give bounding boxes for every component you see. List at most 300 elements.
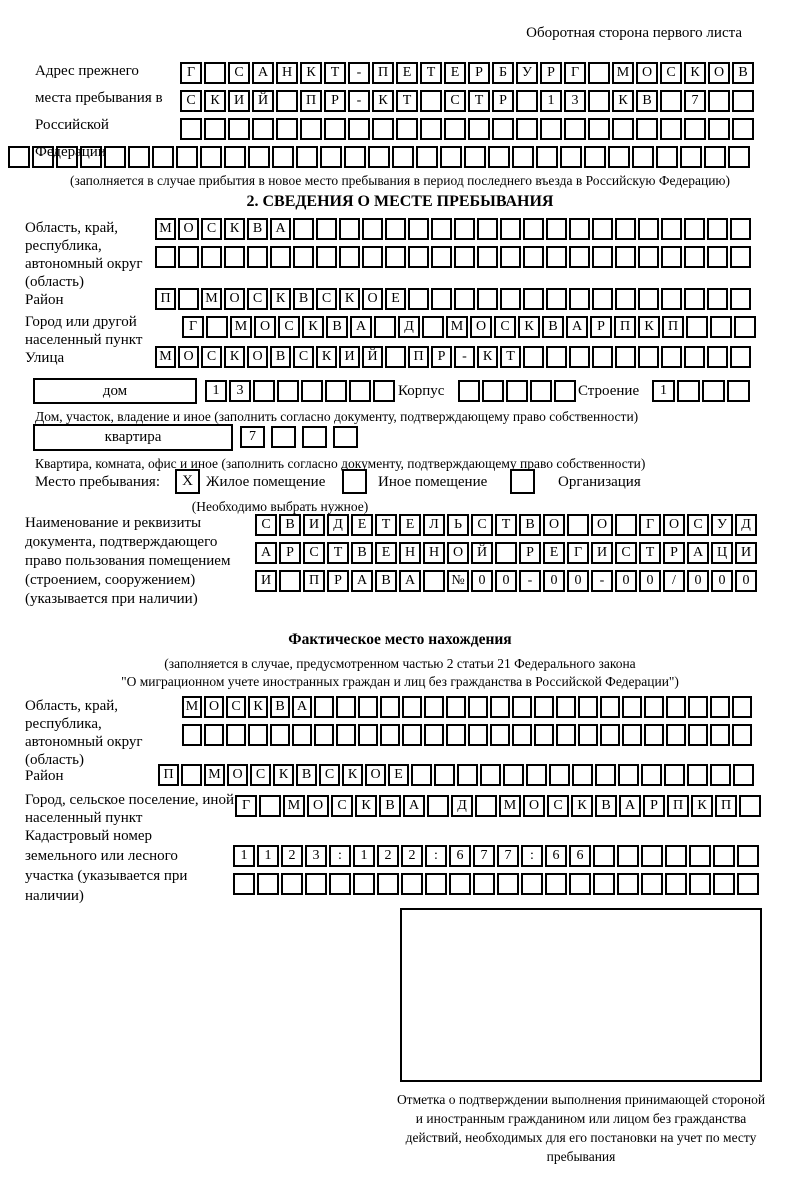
char-box [440, 146, 462, 168]
char-box [475, 795, 497, 817]
char-box [680, 146, 702, 168]
char-box [316, 246, 337, 268]
char-box: В [379, 795, 401, 817]
char-box [233, 873, 255, 895]
char-box: 1 [540, 90, 562, 112]
char-box [737, 873, 759, 895]
char-box [152, 146, 174, 168]
char-box [526, 764, 547, 786]
char-box [423, 570, 445, 592]
char-box [730, 218, 751, 240]
char-box [155, 246, 176, 268]
prev-address-row-2 [180, 90, 754, 112]
char-box: О [227, 764, 248, 786]
char-box: - [348, 62, 370, 84]
char-box: С [331, 795, 353, 817]
char-box: Р [492, 90, 514, 112]
char-box: У [711, 514, 733, 536]
char-box: Т [639, 542, 661, 564]
prev-address-row-3 [180, 118, 754, 140]
char-box [684, 246, 705, 268]
char-box [449, 873, 471, 895]
char-box [707, 346, 728, 368]
prev-address-row-1 [180, 62, 754, 84]
char-box [592, 288, 613, 310]
char-box [733, 764, 754, 786]
char-box [545, 873, 567, 895]
char-box [248, 724, 268, 746]
char-box: М [499, 795, 521, 817]
char-box [710, 764, 731, 786]
char-box [530, 380, 552, 402]
char-box [689, 845, 711, 867]
char-box [684, 346, 705, 368]
document-row-3 [255, 570, 757, 592]
char-box [490, 696, 510, 718]
char-box [554, 380, 576, 402]
char-box [615, 288, 636, 310]
char-box [661, 218, 682, 240]
char-box: В [326, 316, 348, 338]
char-box: А [350, 316, 372, 338]
char-box [408, 288, 429, 310]
char-box [259, 795, 281, 817]
char-box [615, 246, 636, 268]
char-box: П [715, 795, 737, 817]
char-box: К [518, 316, 540, 338]
char-box: Д [398, 316, 420, 338]
char-box: В [351, 542, 373, 564]
char-box [686, 316, 708, 338]
char-box [569, 346, 590, 368]
char-box: С [247, 288, 268, 310]
char-box [638, 218, 659, 240]
char-box: Р [663, 542, 685, 564]
document-row-1 [255, 514, 757, 536]
char-box [500, 246, 521, 268]
char-box [422, 316, 444, 338]
char-box [638, 246, 659, 268]
char-box [593, 873, 615, 895]
char-box: В [636, 90, 658, 112]
char-box [556, 724, 576, 746]
char-box [702, 380, 725, 402]
char-box: 0 [639, 570, 661, 592]
char-box [512, 724, 532, 746]
char-box [661, 288, 682, 310]
char-box [739, 795, 761, 817]
char-box [431, 246, 452, 268]
char-box: Д [451, 795, 473, 817]
char-box [618, 764, 639, 786]
stroenie-label: Строение [578, 383, 640, 399]
char-box [688, 724, 708, 746]
char-box: О [362, 288, 383, 310]
char-box [666, 696, 686, 718]
char-box [339, 218, 360, 240]
char-box [206, 316, 228, 338]
region-row-1 [155, 218, 751, 240]
char-box: В [279, 514, 301, 536]
district-label: Район [25, 292, 64, 308]
char-box [656, 146, 678, 168]
apartment-number-row [240, 426, 358, 448]
char-box: К [372, 90, 394, 112]
char-box: А [566, 316, 588, 338]
section2-title: 2. СВЕДЕНИЯ О МЕСТЕ ПРЕБЫВАНИЯ [246, 193, 554, 210]
char-box [564, 118, 586, 140]
char-box: Т [468, 90, 490, 112]
char-box [336, 696, 356, 718]
char-box [665, 845, 687, 867]
char-box [420, 90, 442, 112]
char-box: / [663, 570, 685, 592]
char-box [578, 696, 598, 718]
char-box: : [521, 845, 543, 867]
char-box [344, 146, 366, 168]
char-box [446, 724, 466, 746]
char-box: С [444, 90, 466, 112]
char-box [661, 246, 682, 268]
char-box [296, 146, 318, 168]
actual-city-row [235, 795, 761, 817]
char-box: Т [327, 542, 349, 564]
char-box [617, 873, 639, 895]
char-box: П [614, 316, 636, 338]
char-box [638, 346, 659, 368]
char-box [224, 146, 246, 168]
char-box [588, 118, 610, 140]
char-box [339, 246, 360, 268]
char-box [660, 118, 682, 140]
char-box: И [735, 542, 757, 564]
char-box: О [178, 218, 199, 240]
char-box [600, 724, 620, 746]
actual-region-row-1 [182, 696, 752, 718]
char-box [684, 118, 706, 140]
char-box [569, 288, 590, 310]
char-box [402, 724, 422, 746]
char-box [276, 90, 298, 112]
char-box [636, 118, 658, 140]
char-box: Е [396, 62, 418, 84]
char-box: В [270, 346, 291, 368]
actual-location-title: Фактическое место нахождения [288, 631, 512, 648]
char-box [380, 724, 400, 746]
char-box [468, 118, 490, 140]
cadastral-label: Кадастровый номер земельного или лесного участка (указывается при наличии) [25, 828, 188, 904]
char-box [362, 218, 383, 240]
stay-option-other-checkbox [342, 469, 367, 494]
char-box: 7 [497, 845, 519, 867]
char-box: О [636, 62, 658, 84]
char-box: С [293, 346, 314, 368]
char-box [644, 724, 664, 746]
char-box: Т [500, 346, 521, 368]
char-box: С [278, 316, 300, 338]
stay-option-other-label: Иное помещение [378, 474, 488, 490]
char-box: Р [519, 542, 541, 564]
char-box: Р [468, 62, 490, 84]
char-box [492, 118, 514, 140]
char-box [377, 873, 399, 895]
actual-district-row [158, 764, 754, 786]
char-box [424, 724, 444, 746]
prev-address-row-4 [8, 146, 750, 168]
char-box [710, 316, 732, 338]
char-box [457, 764, 478, 786]
char-box [373, 380, 395, 402]
char-box [408, 246, 429, 268]
char-box: Ц [711, 542, 733, 564]
char-box: К [302, 316, 324, 338]
char-box: А [255, 542, 277, 564]
char-box: 2 [377, 845, 399, 867]
char-box: П [372, 62, 394, 84]
char-box: 1 [257, 845, 279, 867]
document-label: Наименование и реквизиты документа, подтверждающего право пользования помещением (строением, сооружением) (указывается при наличии) [25, 515, 231, 607]
char-box [431, 288, 452, 310]
char-box: Е [351, 514, 373, 536]
char-box: М [155, 346, 176, 368]
char-box: Й [252, 90, 274, 112]
char-box [592, 218, 613, 240]
char-box: - [348, 90, 370, 112]
char-box [253, 380, 275, 402]
char-box: О [178, 346, 199, 368]
char-box [730, 346, 751, 368]
char-box [632, 146, 654, 168]
char-box [567, 514, 589, 536]
char-box [353, 873, 375, 895]
char-box [224, 246, 245, 268]
char-box: К [204, 90, 226, 112]
char-box [495, 542, 517, 564]
korpus-label: Корпус [398, 383, 445, 399]
char-box [385, 246, 406, 268]
char-box: К [224, 346, 245, 368]
apartment-caption: Квартира, комната, офис и иное (заполнить согласно документу, подтверждающему право собственности) [35, 456, 646, 471]
char-box [572, 764, 593, 786]
char-box [473, 873, 495, 895]
stay-option-residential-label: Жилое помещение [206, 474, 326, 490]
char-box: М [230, 316, 252, 338]
char-box [593, 845, 615, 867]
char-box: Е [543, 542, 565, 564]
char-box [546, 218, 567, 240]
char-box [638, 288, 659, 310]
char-box: 1 [353, 845, 375, 867]
char-box: Б [492, 62, 514, 84]
char-box: Й [362, 346, 383, 368]
char-box [664, 764, 685, 786]
char-box [615, 514, 637, 536]
stroenie-row [652, 380, 750, 402]
char-box [180, 118, 202, 140]
region-label: Область, край, республика, автономный округ (область) [25, 220, 143, 290]
char-box [480, 764, 501, 786]
char-box: И [255, 570, 277, 592]
char-box [546, 288, 567, 310]
char-box [549, 764, 570, 786]
char-box [454, 218, 475, 240]
document-row-2 [255, 542, 757, 564]
korpus-row [458, 380, 576, 402]
stamp-area [400, 908, 762, 1082]
char-box [488, 146, 510, 168]
char-box: Д [735, 514, 757, 536]
char-box: А [687, 542, 709, 564]
char-box: В [296, 764, 317, 786]
char-box: О [447, 542, 469, 564]
char-box: 0 [711, 570, 733, 592]
char-box [707, 246, 728, 268]
char-box: О [247, 346, 268, 368]
char-box: М [155, 218, 176, 240]
char-box [477, 246, 498, 268]
char-box [385, 218, 406, 240]
char-box: 7 [240, 426, 265, 448]
char-box: С [303, 542, 325, 564]
char-box [56, 146, 78, 168]
stamp-caption: Отметка о подтверждении выполнения принимающей стороной и иностранным гражданином или лицом без гражданства действий, необходимых для его постановки на учет по месту пребывания [396, 1092, 766, 1164]
char-box: Е [399, 514, 421, 536]
char-box [615, 346, 636, 368]
cadastral-row-2 [233, 873, 759, 895]
char-box: К [339, 288, 360, 310]
char-box: А [619, 795, 641, 817]
char-box [348, 118, 370, 140]
char-box: С [547, 795, 569, 817]
char-box [271, 426, 296, 448]
char-box: А [403, 795, 425, 817]
char-box: П [662, 316, 684, 338]
char-box [468, 696, 488, 718]
char-box: Ь [447, 514, 469, 536]
char-box: П [408, 346, 429, 368]
char-box [677, 380, 700, 402]
char-box: С [255, 514, 277, 536]
char-box: Г [180, 62, 202, 84]
char-box: 7 [684, 90, 706, 112]
char-box [424, 696, 444, 718]
char-box [204, 724, 224, 746]
char-box: Й [471, 542, 493, 564]
char-box [617, 845, 639, 867]
char-box: О [543, 514, 565, 536]
char-box [302, 426, 327, 448]
char-box [349, 380, 371, 402]
char-box: О [307, 795, 329, 817]
char-box [204, 118, 226, 140]
char-box [641, 873, 663, 895]
char-box: Г [639, 514, 661, 536]
char-box: В [270, 696, 290, 718]
house-number-row [205, 380, 395, 402]
char-box [713, 873, 735, 895]
char-box [80, 146, 102, 168]
char-box: : [425, 845, 447, 867]
char-box: Т [396, 90, 418, 112]
char-box: 0 [567, 570, 589, 592]
char-box [454, 288, 475, 310]
char-box: С [687, 514, 709, 536]
char-box [708, 90, 730, 112]
char-box [523, 218, 544, 240]
char-box: В [542, 316, 564, 338]
char-box: К [273, 764, 294, 786]
char-box [226, 724, 246, 746]
char-box: В [247, 218, 268, 240]
char-box [458, 380, 480, 402]
char-box [408, 218, 429, 240]
char-box [710, 696, 730, 718]
char-box [665, 873, 687, 895]
char-box: Т [495, 514, 517, 536]
char-box [687, 764, 708, 786]
char-box: О [523, 795, 545, 817]
char-box: А [351, 570, 373, 592]
char-box [732, 724, 752, 746]
char-box: 6 [449, 845, 471, 867]
char-box [592, 346, 613, 368]
char-box: К [571, 795, 593, 817]
char-box [8, 146, 30, 168]
char-box: Л [423, 514, 445, 536]
char-box [556, 696, 576, 718]
char-box [182, 724, 202, 746]
char-box [316, 218, 337, 240]
char-box [516, 118, 538, 140]
char-box: П [158, 764, 179, 786]
char-box [534, 724, 554, 746]
char-box [512, 696, 532, 718]
char-box: 6 [545, 845, 567, 867]
char-box [477, 288, 498, 310]
char-box [293, 246, 314, 268]
char-box: О [254, 316, 276, 338]
char-box [732, 696, 752, 718]
char-box: П [300, 90, 322, 112]
char-box: 0 [687, 570, 709, 592]
char-box [293, 218, 314, 240]
actual-region-label: Область, край, республика, автономный округ (область) [25, 698, 143, 768]
char-box [128, 146, 150, 168]
char-box: В [732, 62, 754, 84]
char-box [270, 246, 291, 268]
char-box [644, 696, 664, 718]
char-box: Т [375, 514, 397, 536]
cadastral-row-1 [233, 845, 759, 867]
char-box [374, 316, 396, 338]
char-box: К [224, 218, 245, 240]
char-box: 1 [205, 380, 227, 402]
char-box: 6 [569, 845, 591, 867]
prev-address-caption: (заполняется в случае прибытия в новое место пребывания в период последнего въезда в Российскую Федерацию) [69, 173, 731, 188]
char-box: М [201, 288, 222, 310]
char-box: О [591, 514, 613, 536]
char-box [402, 696, 422, 718]
char-box [176, 146, 198, 168]
char-box: К [316, 346, 337, 368]
char-box: С [494, 316, 516, 338]
char-box: М [182, 696, 202, 718]
char-box: С [660, 62, 682, 84]
char-box: К [638, 316, 660, 338]
char-box: С [226, 696, 246, 718]
char-box [600, 696, 620, 718]
char-box [588, 90, 610, 112]
